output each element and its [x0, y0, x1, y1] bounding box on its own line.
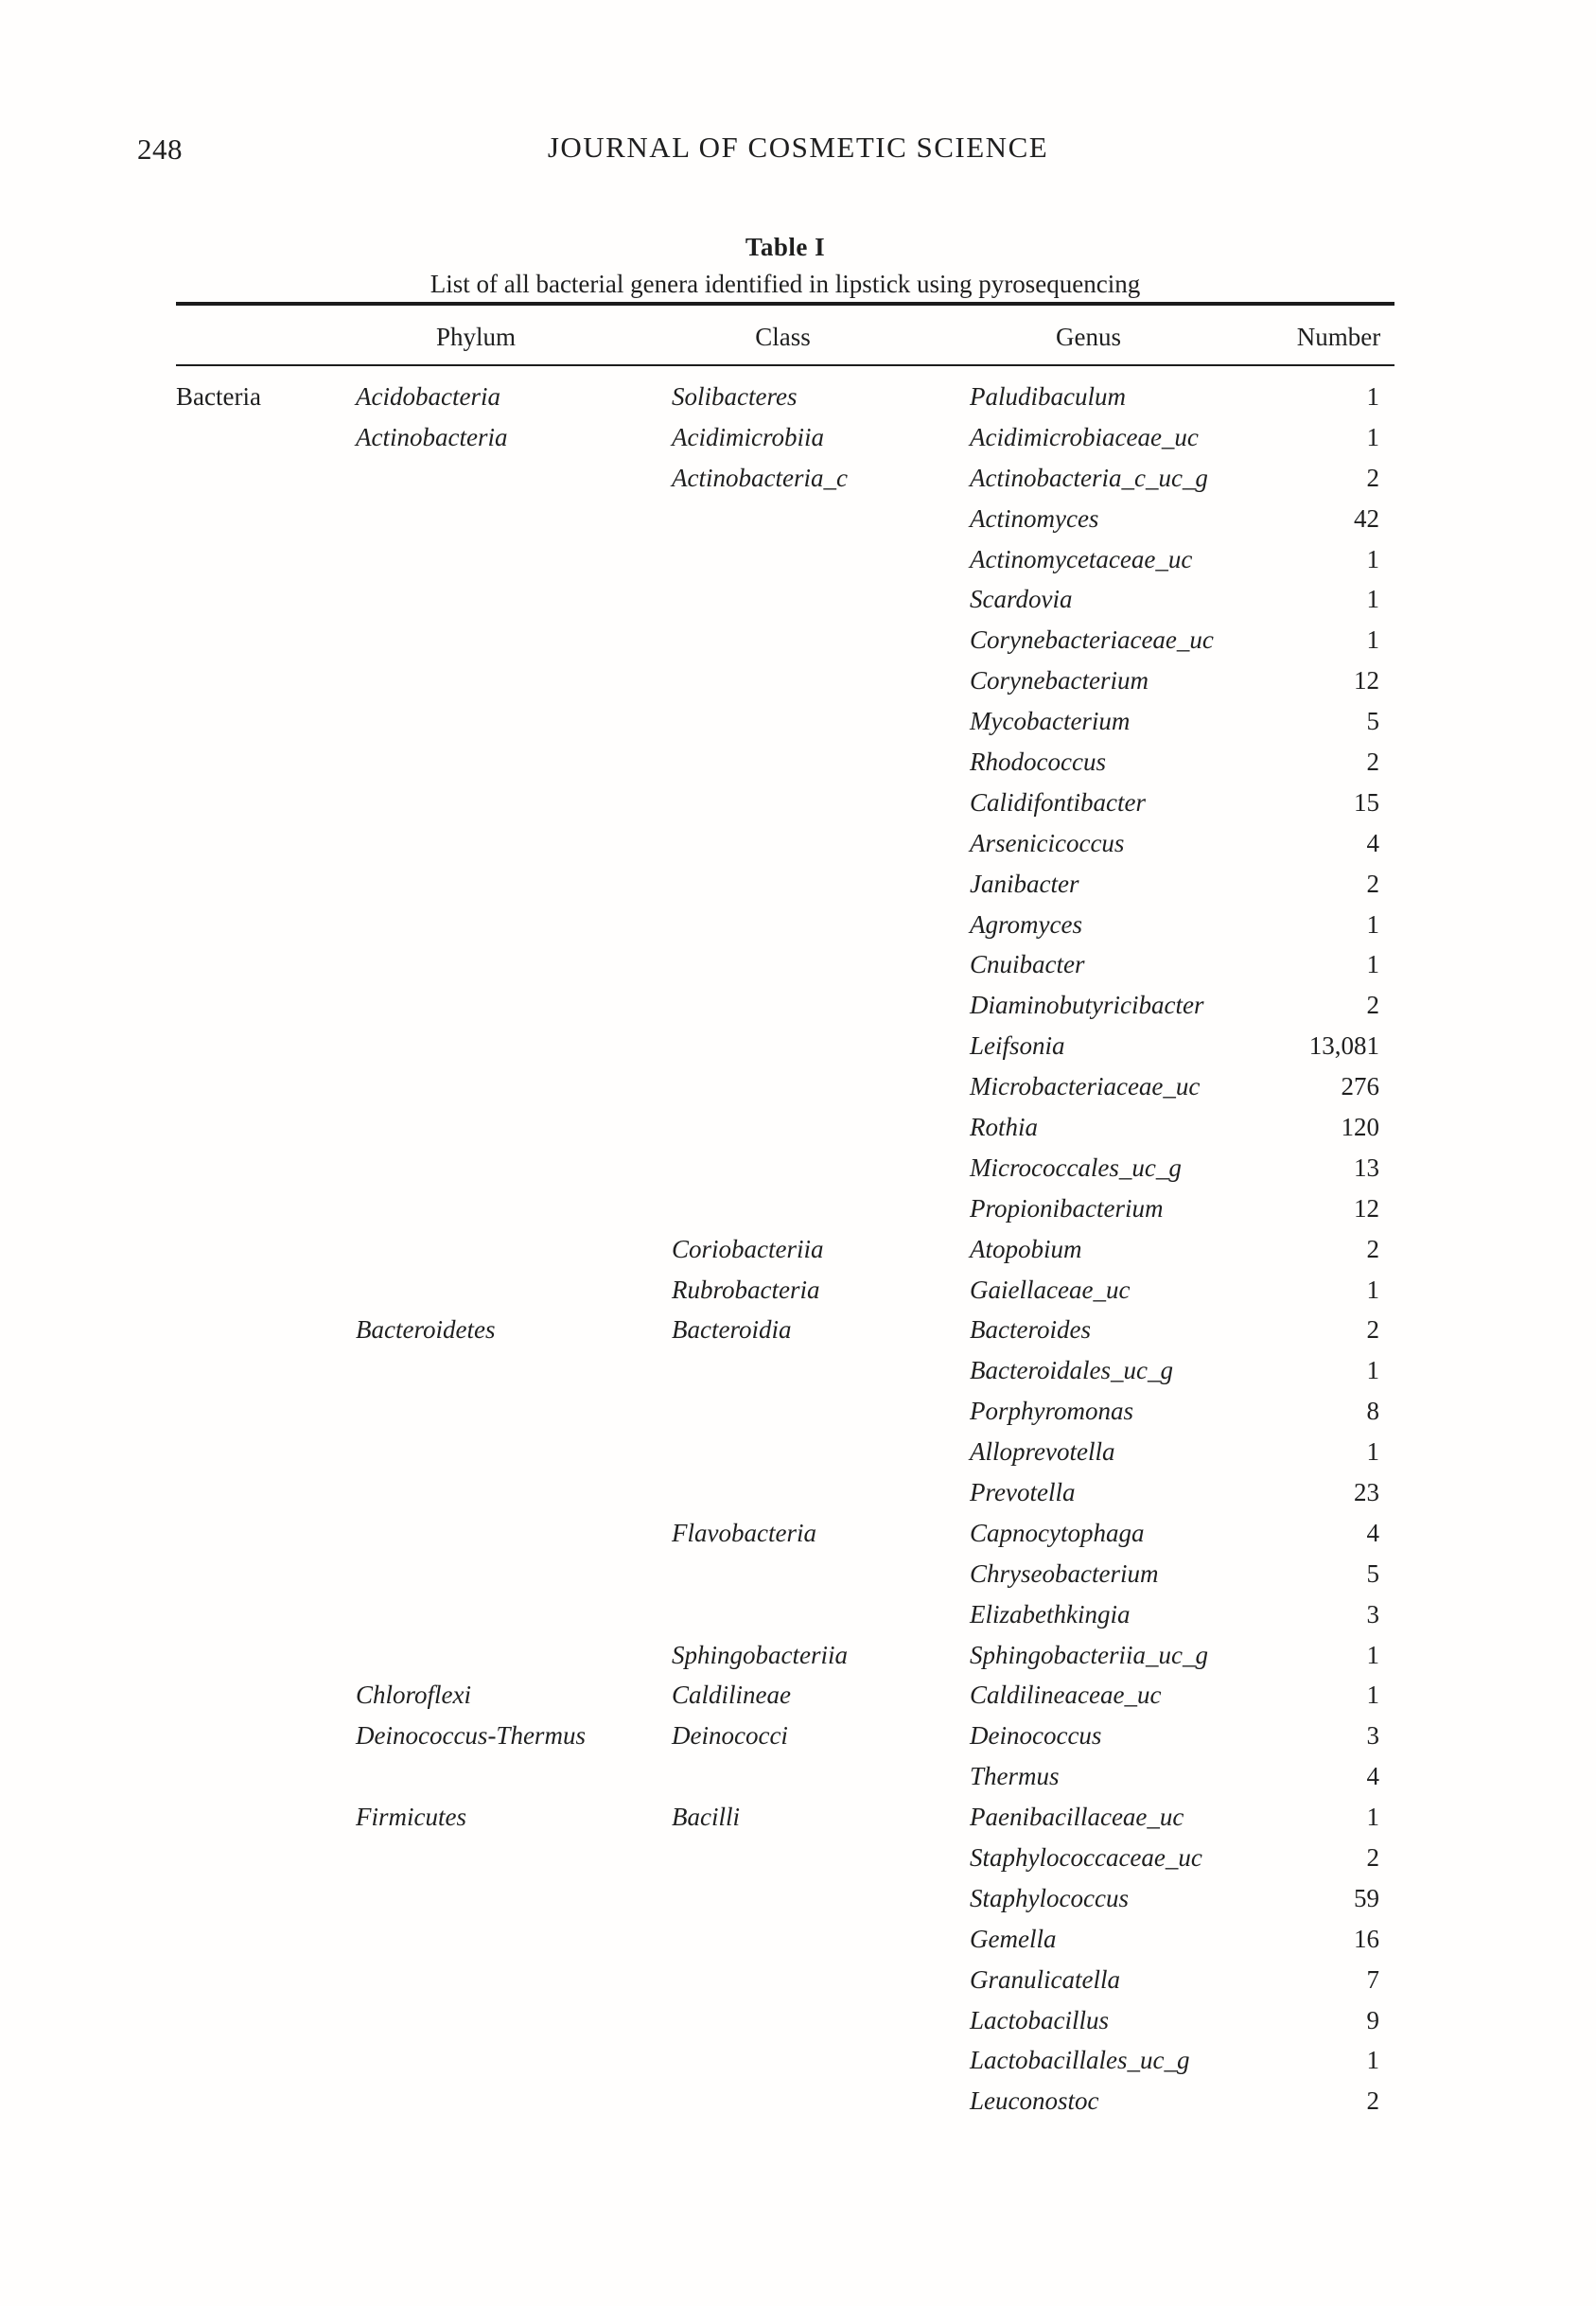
genus-cell: Chryseobacterium: [970, 1558, 1159, 1588]
table-row: [176, 1838, 1394, 1878]
phylum-cell: Acidobacteria: [356, 381, 500, 411]
table-row: [176, 1878, 1394, 1919]
table-row: [176, 1960, 1394, 2000]
table-row: [176, 1310, 1394, 1350]
class-cell: Coriobacteriia: [672, 1234, 824, 1263]
journal-title: JOURNAL OF COSMETIC SCIENCE: [547, 131, 1049, 164]
table-row: [176, 1635, 1394, 1676]
header-phylum: Phylum: [435, 322, 517, 351]
number-cell: 7: [1366, 1964, 1379, 1994]
number-cell: 4: [1366, 1518, 1379, 1547]
table-row: [176, 1554, 1394, 1594]
number-cell: 120: [1341, 1112, 1379, 1141]
header-number: Number: [1296, 322, 1381, 351]
kingdom-cell: Bacteria: [176, 381, 261, 411]
genus-cell: Prevotella: [970, 1477, 1076, 1506]
table-row: [176, 2041, 1394, 2082]
genus-cell: Scardovia: [970, 585, 1073, 614]
header-class: Class: [755, 322, 811, 351]
table-row: [176, 823, 1394, 864]
class-cell: Deinococci: [672, 1721, 788, 1751]
genus-cell: Deinococcus: [970, 1721, 1102, 1751]
table-row: [176, 1919, 1394, 1960]
table-row: [176, 620, 1394, 660]
table-row: [176, 1716, 1394, 1756]
class-cell: Rubrobacteria: [672, 1275, 820, 1304]
number-cell: 12: [1354, 666, 1379, 695]
table-body: [176, 377, 1394, 2121]
number-cell: 2: [1366, 991, 1379, 1020]
genus-cell: Bacteroides: [970, 1315, 1091, 1345]
genus-cell: Lactobacillus: [970, 2005, 1109, 2034]
number-cell: 9: [1366, 2005, 1379, 2034]
phylum-cell: Firmicutes: [356, 1803, 466, 1832]
table-row: [176, 1797, 1394, 1838]
table-row: [176, 1107, 1394, 1148]
table-row: [176, 377, 1394, 417]
table-row: [176, 905, 1394, 945]
genus-cell: Staphylococcus: [970, 1883, 1129, 1912]
number-cell: 276: [1341, 1072, 1379, 1101]
number-cell: 1: [1366, 2046, 1379, 2075]
genus-cell: Gaiellaceae_uc: [970, 1275, 1131, 1304]
number-cell: 42: [1354, 503, 1379, 533]
number-cell: 4: [1366, 828, 1379, 857]
phylum-cell: Actinobacteria: [356, 422, 508, 451]
number-cell: 1: [1366, 544, 1379, 573]
table-row: [176, 1432, 1394, 1472]
phylum-cell: Deinococcus-Thermus: [356, 1721, 586, 1751]
table-row: [176, 1472, 1394, 1513]
number-cell: 2: [1366, 747, 1379, 776]
table-row: [176, 499, 1394, 539]
page-number: 248: [137, 132, 183, 166]
genus-cell: Cnuibacter: [970, 950, 1085, 979]
number-cell: 13,081: [1308, 1031, 1379, 1061]
genus-cell: Leifsonia: [970, 1031, 1065, 1061]
genus-cell: Porphyromonas: [970, 1397, 1133, 1426]
genus-cell: Rhodococcus: [970, 747, 1106, 776]
table-row: [176, 1270, 1394, 1311]
table-row: [176, 1513, 1394, 1554]
number-cell: 1: [1366, 585, 1379, 614]
table-row: [176, 1148, 1394, 1188]
number-cell: 1: [1366, 381, 1379, 411]
number-cell: 4: [1366, 1762, 1379, 1791]
table-header-rule: [176, 364, 1394, 366]
genus-cell: Sphingobacteriia_uc_g: [970, 1640, 1208, 1669]
masthead: [0, 131, 1596, 168]
table-row: [176, 2081, 1394, 2121]
number-cell: 2: [1366, 463, 1379, 492]
table-top-rule: [176, 302, 1394, 306]
number-cell: 1: [1366, 1437, 1379, 1467]
genus-cell: Calidifontibacter: [970, 787, 1146, 817]
table-row: [176, 1026, 1394, 1066]
number-cell: 59: [1354, 1883, 1379, 1912]
number-cell: 1: [1366, 1640, 1379, 1669]
genus-cell: Caldilineaceae_uc: [970, 1681, 1162, 1710]
table-row: [176, 1391, 1394, 1432]
table-row: [176, 1066, 1394, 1107]
number-cell: 15: [1354, 787, 1379, 817]
table-row: [176, 1188, 1394, 1229]
genus-cell: Capnocytophaga: [970, 1518, 1145, 1547]
class-cell: Bacteroidia: [672, 1315, 792, 1345]
number-cell: 1: [1366, 1275, 1379, 1304]
number-cell: 1: [1366, 950, 1379, 979]
number-cell: 13: [1354, 1153, 1379, 1182]
genus-cell: Diaminobutyricibacter: [970, 991, 1204, 1020]
genus-cell: Lactobacillales_uc_g: [970, 2046, 1190, 2075]
table-row: [176, 1350, 1394, 1391]
genus-cell: Janibacter: [970, 869, 1079, 898]
class-cell: Solibacteres: [672, 381, 798, 411]
genus-cell: Arsenicicoccus: [970, 828, 1125, 857]
number-cell: 8: [1366, 1397, 1379, 1426]
table-row: [176, 579, 1394, 620]
genus-cell: Propionibacterium: [970, 1193, 1164, 1223]
genus-cell: Actinomyces: [970, 503, 1099, 533]
class-cell: Actinobacteria_c: [672, 463, 848, 492]
number-cell: 1: [1366, 1356, 1379, 1385]
table-row: [176, 1676, 1394, 1716]
table-row: [176, 742, 1394, 783]
genus-cell: Microbacteriaceae_uc: [970, 1072, 1201, 1101]
number-cell: 1: [1366, 909, 1379, 939]
number-cell: 1: [1366, 625, 1379, 655]
genus-cell: Acidimicrobiaceae_uc: [970, 422, 1199, 451]
header-genus: Genus: [1056, 322, 1121, 351]
class-cell: Caldilineae: [672, 1681, 791, 1710]
genus-cell: Actinobacteria_c_uc_g: [970, 463, 1208, 492]
table-row: [176, 1229, 1394, 1270]
number-cell: 23: [1354, 1477, 1379, 1506]
table-row: [176, 539, 1394, 580]
table-row: [176, 864, 1394, 905]
table-row: [176, 783, 1394, 823]
class-cell: Sphingobacteriia: [672, 1640, 848, 1669]
genus-cell: Staphylococcaceae_uc: [970, 1843, 1202, 1872]
genus-cell: Corynebacterium: [970, 666, 1149, 695]
genus-cell: Alloprevotella: [970, 1437, 1115, 1467]
genus-cell: Micrococcales_uc_g: [970, 1153, 1182, 1182]
number-cell: 3: [1366, 1599, 1379, 1628]
genus-cell: Granulicatella: [970, 1964, 1120, 1994]
table-row: [176, 1756, 1394, 1797]
number-cell: 2: [1366, 1234, 1379, 1263]
genus-cell: Corynebacteriaceae_uc: [970, 625, 1214, 655]
table-row: [176, 1594, 1394, 1635]
number-cell: 1: [1366, 422, 1379, 451]
table-row: [176, 417, 1394, 458]
genus-cell: Bacteroidales_uc_g: [970, 1356, 1173, 1385]
genus-cell: Paludibaculum: [970, 381, 1126, 411]
table-row: [176, 701, 1394, 742]
table-title: Table I: [745, 233, 826, 261]
number-cell: 2: [1366, 1315, 1379, 1345]
table-row: [176, 2000, 1394, 2041]
genus-cell: Paenibacillaceae_uc: [970, 1803, 1184, 1832]
class-cell: Flavobacteria: [672, 1518, 816, 1547]
number-cell: 16: [1354, 1924, 1379, 1953]
number-cell: 2: [1366, 1843, 1379, 1872]
number-cell: 2: [1366, 869, 1379, 898]
number-cell: 3: [1366, 1721, 1379, 1751]
genus-cell: Agromyces: [970, 909, 1082, 939]
table-row: [176, 985, 1394, 1026]
table-row: [176, 458, 1394, 499]
number-cell: 1: [1366, 1681, 1379, 1710]
class-cell: Acidimicrobiia: [672, 422, 824, 451]
genus-cell: Elizabethkingia: [970, 1599, 1131, 1628]
class-cell: Bacilli: [672, 1803, 740, 1832]
number-cell: 12: [1354, 1193, 1379, 1223]
number-cell: 5: [1366, 1558, 1379, 1588]
genus-cell: Mycobacterium: [970, 707, 1131, 736]
table-row: [176, 660, 1394, 701]
table-caption: List of all bacterial genera identified in lipstick using pyrosequencing: [430, 270, 1141, 298]
number-cell: 2: [1366, 2086, 1379, 2116]
genus-cell: Thermus: [970, 1762, 1060, 1791]
table-header-row: [176, 313, 1394, 361]
number-cell: 5: [1366, 707, 1379, 736]
genus-cell: Actinomycetaceae_uc: [970, 544, 1193, 573]
table-row: [176, 944, 1394, 985]
genus-cell: Atopobium: [970, 1234, 1082, 1263]
phylum-cell: Bacteroidetes: [356, 1315, 496, 1345]
phylum-cell: Chloroflexi: [356, 1681, 471, 1710]
genus-cell: Gemella: [970, 1924, 1057, 1953]
genus-cell: Rothia: [970, 1112, 1038, 1141]
number-cell: 1: [1366, 1803, 1379, 1832]
genus-cell: Leuconostoc: [970, 2086, 1099, 2116]
